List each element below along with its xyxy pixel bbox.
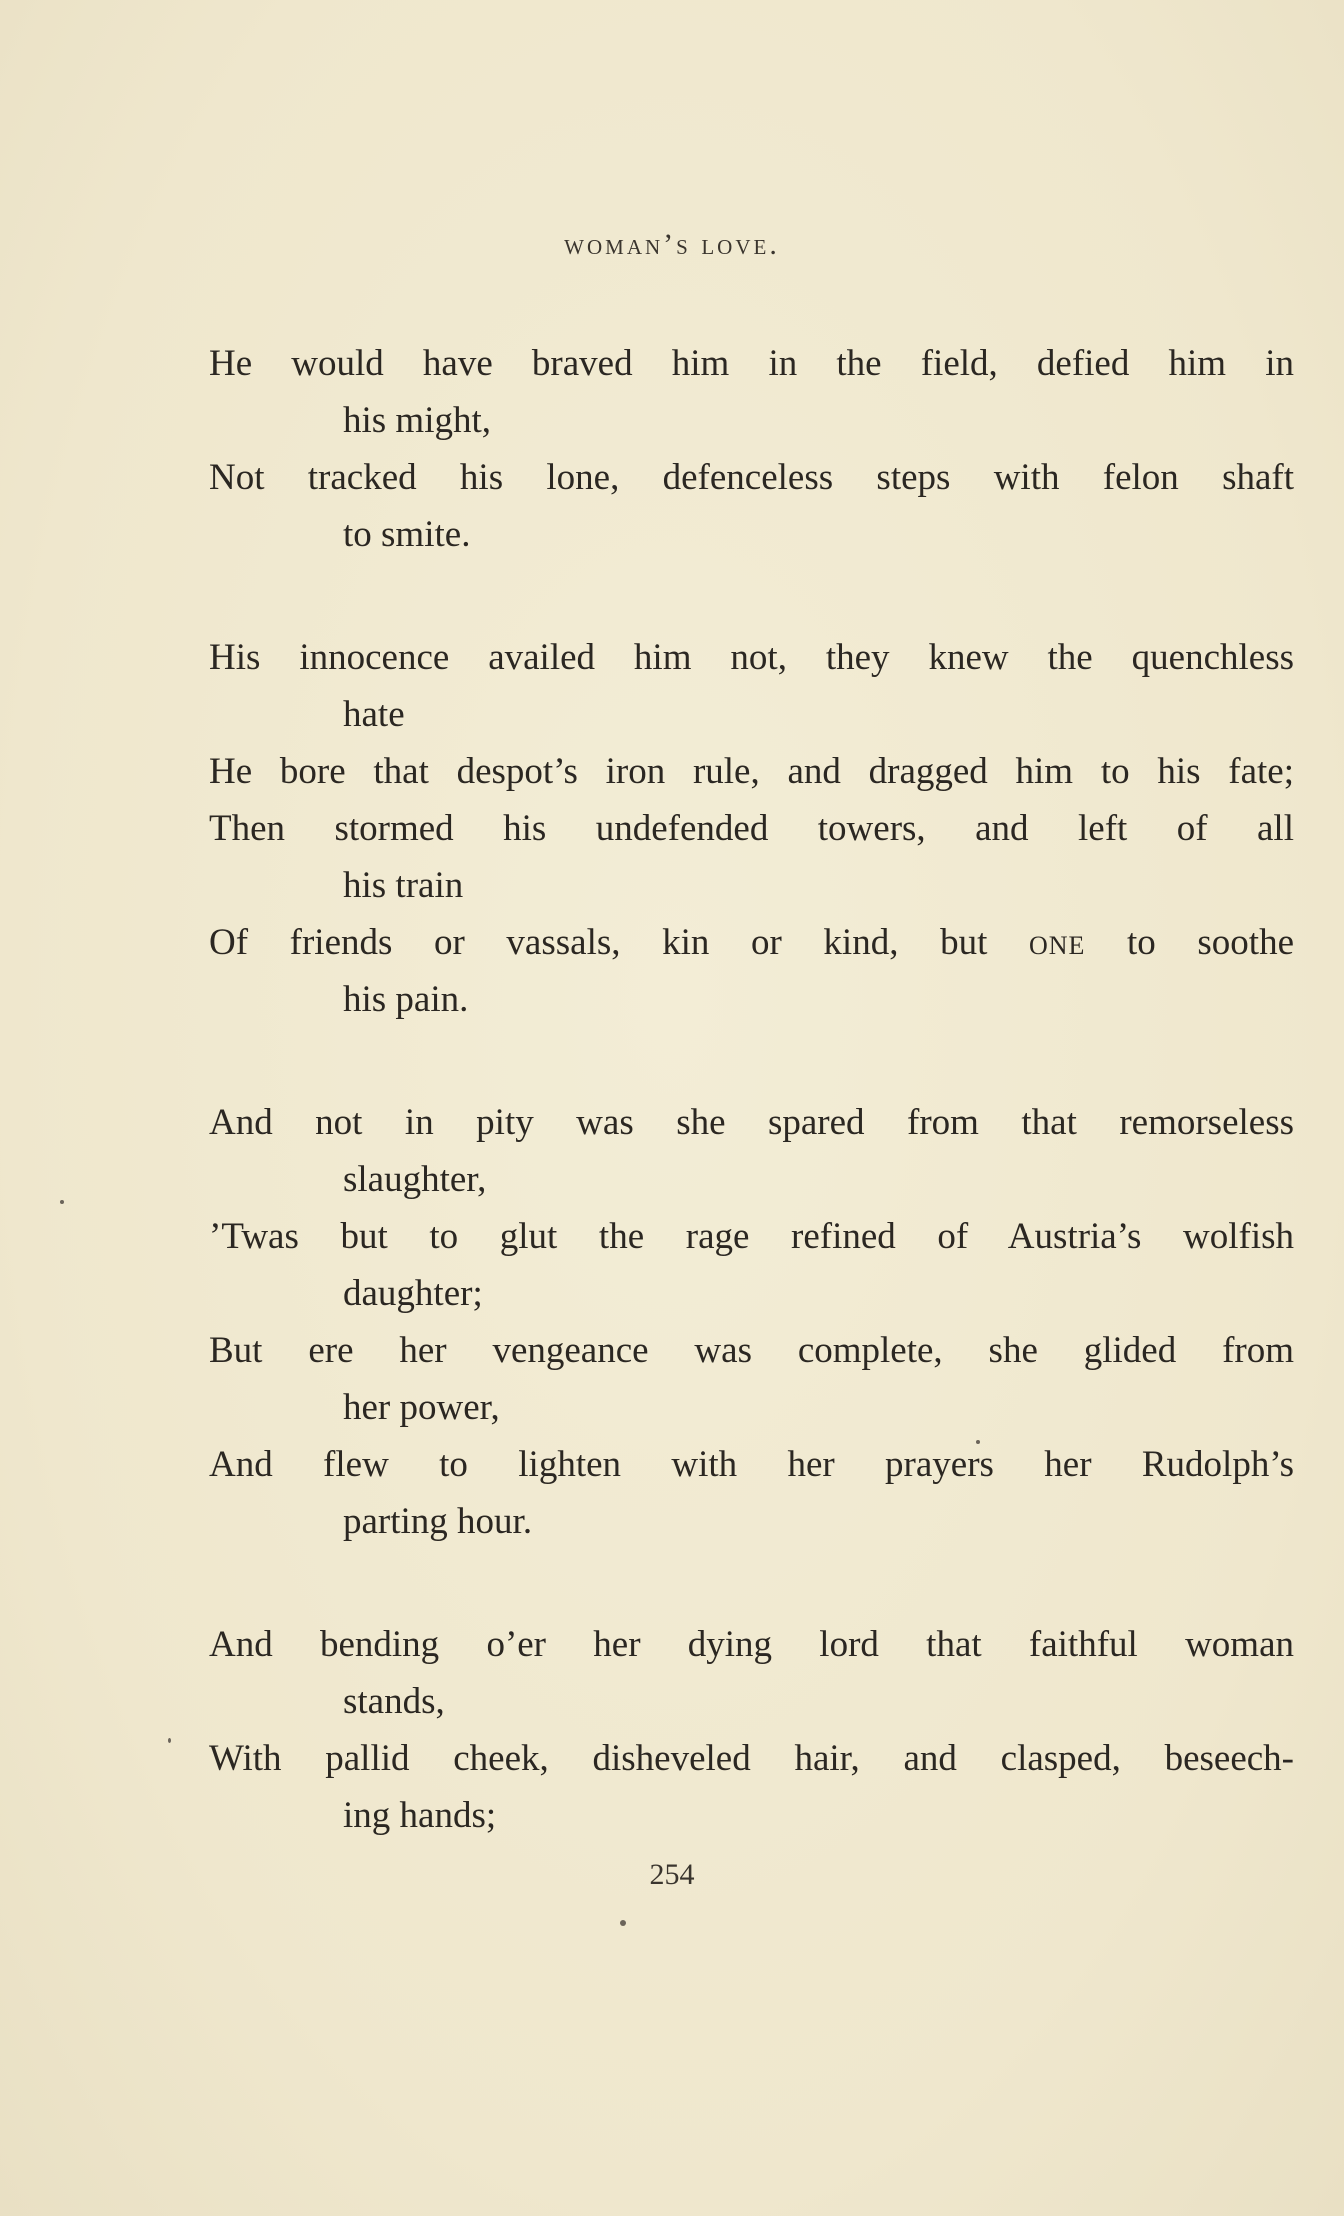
running-head: woman’s love. [564,228,780,261]
verse-line-part: Of friends or vassals, kin or kind, but [209,922,988,963]
stanza [209,1616,1294,1844]
verse-line: He bore that despot’s iron rule, and dragged him to his fate; [209,751,1294,792]
verse-line-continuation: to smite. [343,514,471,555]
paper-speck [60,1200,64,1204]
verse-line: He would have braved him in the field, defied him in [209,343,1294,384]
verse-line [209,914,1294,971]
verse-line-continuation: his pain. [343,979,469,1020]
paper-speck [976,1440,980,1444]
paper-speck [620,1920,626,1926]
poem-body [209,335,1294,1910]
verse-line: But ere her vengeance was complete, she glided from [209,1330,1294,1371]
small-caps-word: one [1028,922,1086,963]
verse-line-continuation: daughter; [343,1273,483,1314]
verse-line-continuation: ing hands; [343,1795,497,1836]
verse-line-continuation: his might, [343,400,492,441]
verse-line: And flew to lighten with her prayers her Rudolph’s [209,1444,1294,1485]
verse-line-continuation: hate [343,694,405,735]
verse-line: Not tracked his lone, defenceless steps with felon shaft [209,457,1294,498]
page-number: 254 [649,1858,695,1891]
verse-line-continuation: slaughter, [343,1159,487,1200]
stanza [209,335,1294,563]
stanza [209,629,1294,1028]
verse-line: And not in pity was she spared from that remorseless [209,1102,1294,1143]
verse-line: And bending o’er her dying lord that faithful woman [209,1624,1294,1665]
verse-line: ’Twas but to glut the rage refined of Austria’s wolfish [209,1216,1294,1257]
verse-line-continuation: parting hour. [343,1501,533,1542]
verse-line: Then stormed his undefended towers, and left of all [209,808,1294,849]
verse-line-continuation: stands, [343,1681,445,1722]
verse-line-continuation: her power, [343,1387,500,1428]
paper-speck [168,1738,171,1743]
stanza [209,1094,1294,1550]
verse-line: With pallid cheek, disheveled hair, and clasped, beseech- [209,1738,1294,1779]
verse-line: His innocence availed him not, they knew the quenchless [209,637,1294,678]
verse-line-continuation: his train [343,865,464,906]
verse-line-part: to soothe [1127,922,1294,963]
